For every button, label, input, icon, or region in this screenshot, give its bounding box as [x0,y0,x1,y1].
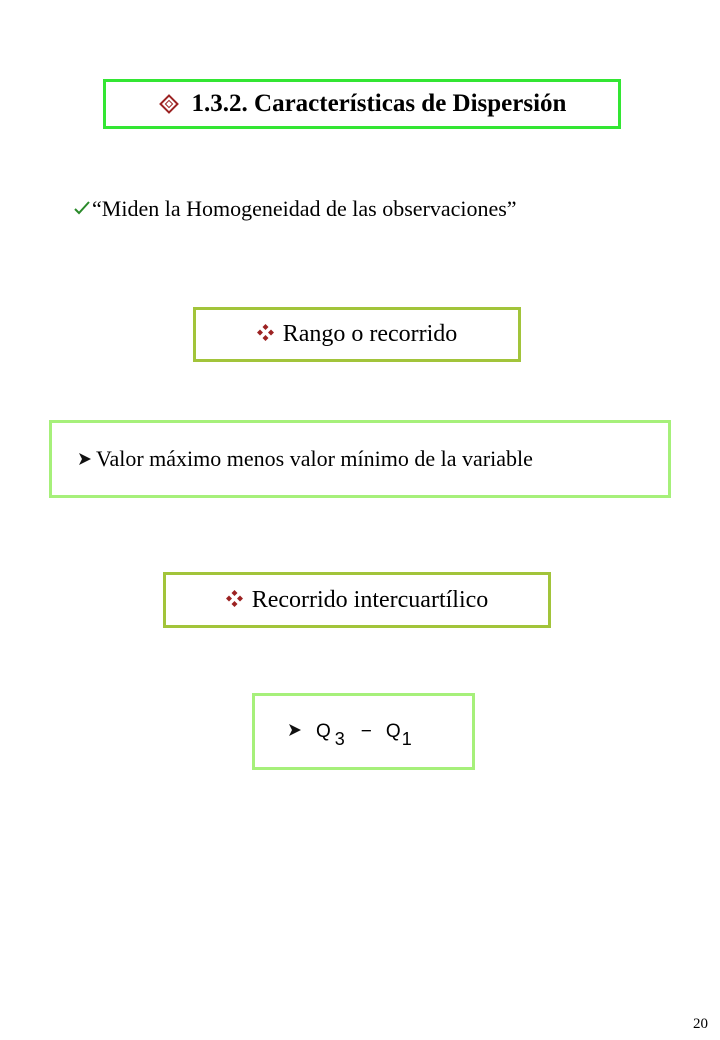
section-heading-text: Rango o recorrido [282,321,458,347]
definition-line [74,196,517,222]
diamond-in-diamond-icon [159,94,179,114]
section-heading-text: Recorrido intercuartílico [251,586,489,613]
definition-text: “Miden la Homogeneidad de las observaciones” [92,196,517,221]
section-detail-rango [49,420,671,498]
formula-subscript-left: 3 [334,729,345,749]
arrowhead-icon [288,721,302,743]
formula-subscript-right: 1 [401,729,412,749]
formula-q-left: Q [316,720,331,742]
section-heading-recorrido [163,572,551,628]
formula-box [252,693,475,770]
check-icon [74,196,90,222]
title-box [103,79,621,129]
formula-q-right: Q [385,720,401,742]
arrowhead-icon [78,446,92,472]
page-number: 20 [693,1016,708,1032]
four-diamond-icon [257,321,274,348]
section-heading-rango [193,307,521,362]
section-detail-text: Valor máximo menos valor mínimo de la variable [96,446,533,471]
page-title: 1.3.2. Características de Dispersión [191,90,567,117]
formula-operator: − [360,720,372,742]
four-diamond-icon [226,587,243,614]
